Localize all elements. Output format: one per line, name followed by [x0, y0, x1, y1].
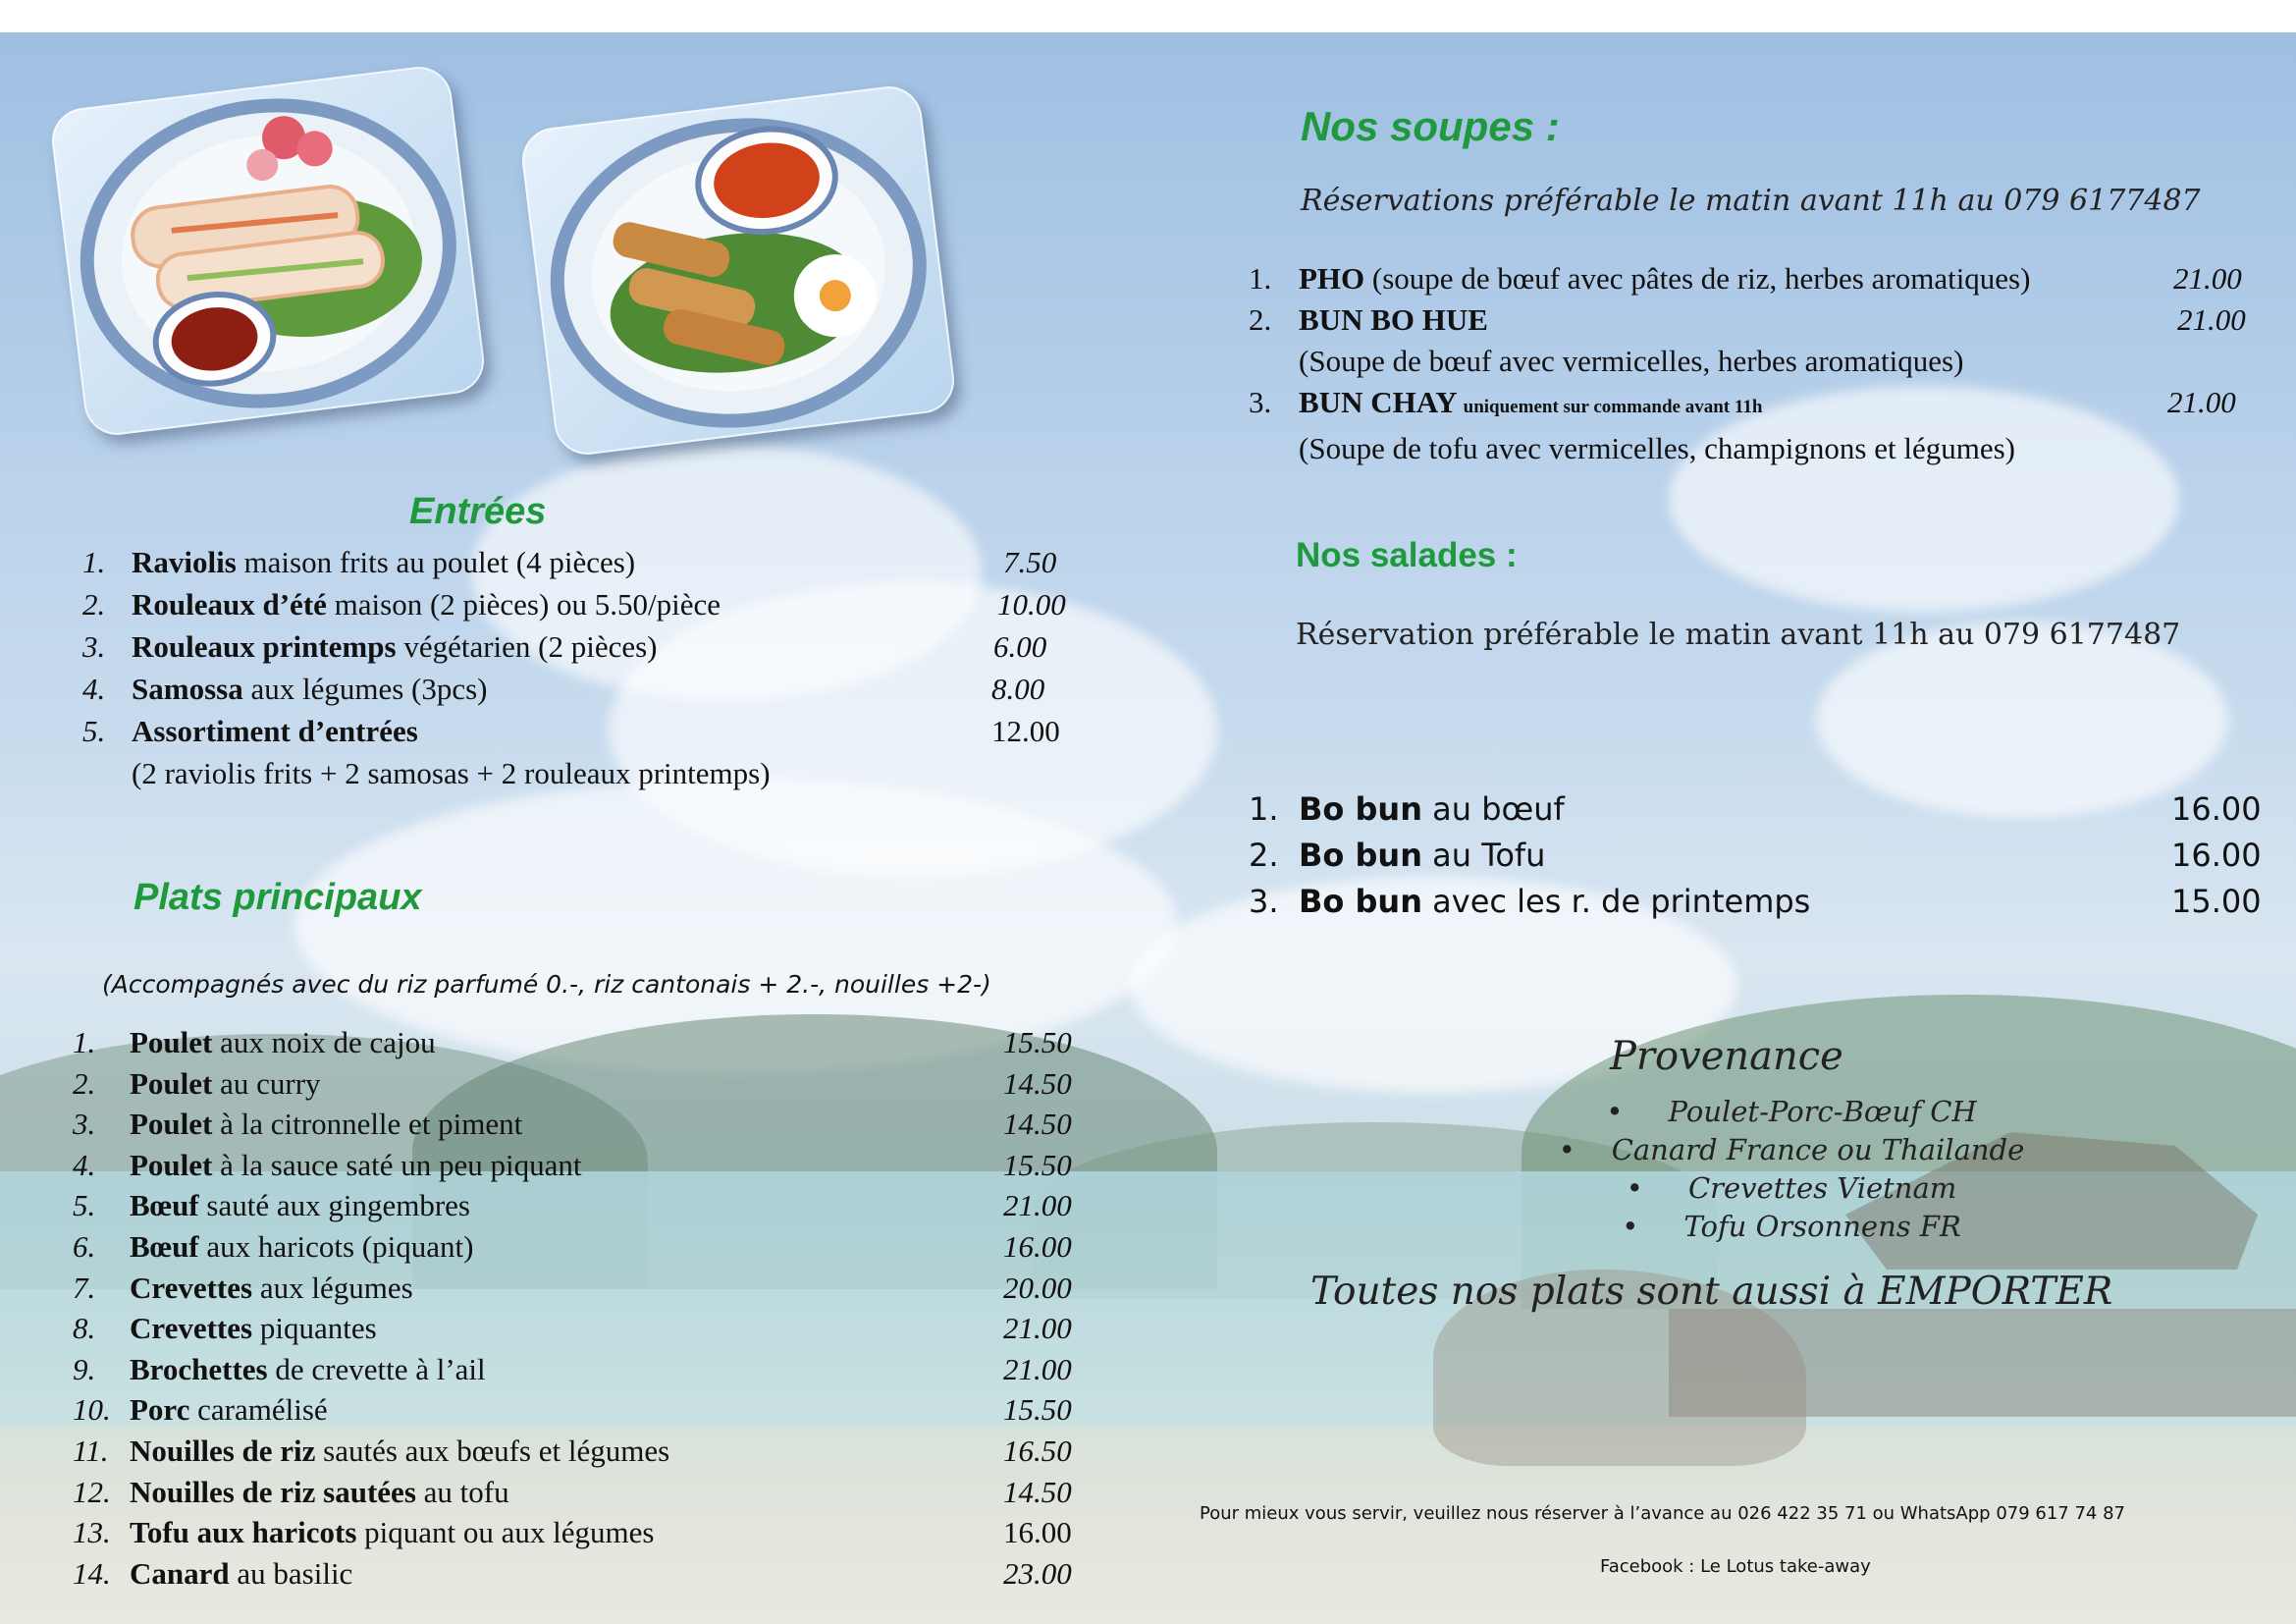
item-description: au tofu	[415, 1474, 509, 1509]
item-number: 9.	[73, 1351, 96, 1386]
assortment-detail-text: (2 raviolis frits + 2 samosas + 2 rouleaux printemps)	[132, 756, 771, 790]
item-detail	[1249, 428, 2269, 469]
list-item	[1249, 258, 2269, 299]
list-item: • Poulet-Porc-Bœuf CH	[1606, 1095, 1977, 1128]
item-description: au basilic	[229, 1555, 353, 1591]
item-number: 8.	[73, 1311, 96, 1346]
item-price: 16.50	[1003, 1433, 1072, 1468]
list-item: • Canard France ou Thailande	[1558, 1133, 2025, 1166]
item-price: 16.00	[2171, 837, 2262, 874]
plats-note: (Accompagnés avec du riz parfumé 0.-, riz cantonais + 2.-, nouilles +2-)	[102, 970, 991, 999]
list-item	[73, 1022, 1094, 1063]
list-item	[73, 1349, 1094, 1390]
item-name: Rouleaux printemps	[132, 629, 397, 664]
item-price: 8.00	[991, 672, 1045, 706]
item-number: 3.	[73, 1107, 96, 1142]
item-price: 20.00	[1003, 1270, 1072, 1305]
spring-rolls-photo	[518, 82, 958, 458]
list-item	[73, 1553, 1094, 1595]
list-item	[1249, 382, 2269, 428]
item-name: Nouilles de riz sautées	[130, 1474, 416, 1509]
item-price: 16.00	[1003, 1515, 1072, 1550]
item-price: 21.00	[2177, 302, 2246, 337]
item-number: 4.	[82, 672, 106, 706]
list-item	[1249, 299, 2269, 341]
item-number: 10.	[73, 1392, 111, 1428]
list-item	[1249, 833, 2269, 879]
list-item	[73, 1308, 1094, 1349]
list-item	[73, 1185, 1094, 1226]
item-description: au bœuf	[1421, 790, 1565, 828]
item-number: 1.	[73, 1025, 96, 1059]
item-price: 21.00	[1003, 1351, 1072, 1386]
item-price: 21.00	[2173, 261, 2242, 296]
item-name: Porc	[130, 1392, 190, 1428]
item-name: Poulet	[130, 1025, 213, 1059]
item-name: Raviolis	[132, 545, 237, 579]
item-description: aux haricots (piquant)	[198, 1228, 474, 1264]
item-price: 14.50	[1003, 1474, 1072, 1509]
item-description: au curry	[212, 1065, 321, 1101]
item-price: 16.00	[2171, 790, 2262, 828]
item-price: 12.00	[991, 714, 1060, 748]
list-item	[73, 1389, 1094, 1431]
item-price: 21.00	[1003, 1311, 1072, 1346]
item-description: végétarien (2 pièces)	[396, 629, 658, 664]
entrees-list	[82, 541, 1103, 794]
item-price: 6.00	[993, 629, 1047, 664]
item-detail-text: (Soupe de bœuf avec vermicelles, herbes aromatiques)	[1299, 344, 1964, 378]
item-name: Bœuf	[130, 1228, 199, 1264]
item-name: Crevettes	[130, 1270, 253, 1305]
item-price: 21.00	[2167, 385, 2236, 419]
provenance-item: Poulet-Porc-Bœuf CH	[1668, 1095, 1977, 1128]
item-price: 10.00	[997, 587, 1066, 622]
item-description: avec les r. de printemps	[1421, 883, 1811, 920]
item-number: 2.	[1249, 302, 1272, 337]
item-price: 7.50	[1003, 545, 1057, 579]
list-item	[73, 1268, 1094, 1309]
list-item	[1249, 879, 2269, 925]
salades-title: Nos salades :	[1296, 536, 1518, 574]
item-number: 1.	[82, 545, 106, 579]
menu-page	[0, 32, 2296, 1624]
item-name: Bo bun	[1299, 883, 1422, 920]
list-item: • Crevettes Vietnam	[1626, 1171, 1957, 1205]
item-number: 1.	[1249, 790, 1279, 828]
item-description: à la sauce saté un peu piquant	[212, 1147, 582, 1182]
item-detail-text: (Soupe de tofu avec vermicelles, champignons et légumes)	[1299, 431, 2015, 465]
item-name: BUN CHAY	[1299, 385, 1458, 419]
item-name: Samossa	[132, 672, 243, 706]
item-description: de crevette à l’ail	[267, 1351, 486, 1386]
item-number: 12.	[73, 1474, 111, 1509]
item-description: piquant ou aux légumes	[356, 1515, 655, 1550]
provenance-title: Provenance	[1610, 1034, 1843, 1079]
item-number: 7.	[73, 1270, 96, 1305]
item-description: (soupe de bœuf avec pâtes de riz, herbes aromatiques)	[1364, 261, 2031, 296]
provenance-item: Crevettes Vietnam	[1687, 1171, 1957, 1205]
list-item	[82, 541, 1103, 583]
item-number: 11.	[73, 1433, 109, 1468]
list-item	[73, 1226, 1094, 1268]
entrees-title: Entrées	[409, 491, 547, 532]
assortment-detail	[82, 752, 1103, 794]
facebook-footer: Facebook : Le Lotus take-away	[1600, 1556, 1871, 1577]
item-price: 23.00	[1003, 1555, 1072, 1591]
item-name: Bo bun	[1299, 790, 1422, 828]
item-name: Poulet	[130, 1107, 213, 1142]
list-item	[73, 1104, 1094, 1145]
item-name: Crevettes	[130, 1311, 253, 1346]
provenance-list	[1472, 1093, 2110, 1246]
summer-rolls-photo	[48, 63, 488, 438]
item-name: Brochettes	[130, 1351, 268, 1386]
item-number: 14.	[73, 1555, 111, 1591]
soupes-list	[1249, 258, 2269, 469]
contact-footer: Pour mieux vous servir, veuillez nous réserver à l’avance au 026 422 35 71 ou WhatsApp 079 617 74 87	[1200, 1503, 2126, 1524]
item-number: 5.	[82, 714, 106, 748]
item-price: 14.50	[1003, 1065, 1072, 1101]
item-number: 3.	[1249, 883, 1279, 920]
item-description: sauté aux gingembres	[198, 1188, 470, 1223]
item-number: 1.	[1249, 261, 1272, 296]
plats-title: Plats principaux	[133, 877, 422, 918]
item-price: 15.50	[1003, 1392, 1072, 1428]
item-number: 2.	[73, 1065, 96, 1101]
item-description: sautés aux bœufs et légumes	[315, 1433, 670, 1468]
salades-list	[1249, 786, 2269, 925]
item-price: 15.00	[2171, 883, 2262, 920]
summer-rolls-image	[48, 63, 488, 438]
list-item	[82, 710, 1103, 752]
list-item	[73, 1431, 1094, 1472]
item-price: 14.50	[1003, 1107, 1072, 1142]
item-description: à la citronnelle et piment	[212, 1107, 523, 1142]
spring-rolls-image	[518, 82, 958, 458]
list-item	[73, 1512, 1094, 1553]
salades-reservation: Réservation préférable le matin avant 11h au 079 6177487	[1296, 618, 2181, 652]
soupes-reservation: Réservations préférable le matin avant 11h au 079 6177487	[1301, 184, 2201, 218]
item-number: 3.	[1249, 385, 1272, 419]
item-name: Poulet	[130, 1147, 213, 1182]
item-price: 16.00	[1003, 1228, 1072, 1264]
item-name: Rouleaux d’été	[132, 587, 327, 622]
item-number: 3.	[82, 629, 106, 664]
item-detail	[1249, 341, 2269, 382]
item-number: 4.	[73, 1147, 96, 1182]
list-item	[82, 625, 1103, 668]
takeaway-note: Toutes nos plats sont aussi à EMPORTER	[1310, 1270, 2113, 1314]
plats-list	[73, 1022, 1094, 1594]
item-name: Poulet	[130, 1065, 213, 1101]
item-description: aux légumes (3pcs)	[242, 672, 488, 706]
soupes-title: Nos soupes :	[1301, 103, 1560, 149]
item-name: PHO	[1299, 261, 1365, 296]
item-description: aux légumes	[252, 1270, 413, 1305]
item-name: Assortiment d’entrées	[132, 714, 418, 748]
item-price: 21.00	[1003, 1188, 1072, 1223]
item-number: 2.	[1249, 837, 1279, 874]
item-note: uniquement sur commande avant 11h	[1463, 397, 1763, 417]
provenance-item: Canard France ou Thailande	[1611, 1133, 2025, 1166]
list-item	[73, 1145, 1094, 1186]
item-description: au Tofu	[1421, 837, 1546, 874]
item-description: maison (2 pièces) ou 5.50/pièce	[326, 587, 721, 622]
item-name: Tofu aux haricots	[130, 1515, 357, 1550]
item-description: caramélisé	[189, 1392, 328, 1428]
item-description: aux noix de cajou	[212, 1025, 436, 1059]
item-number: 13.	[73, 1515, 111, 1550]
list-item	[82, 583, 1103, 625]
item-name: Bœuf	[130, 1188, 199, 1223]
item-price: 15.50	[1003, 1147, 1072, 1182]
item-number: 5.	[73, 1188, 96, 1223]
item-name: BUN BO HUE	[1299, 302, 1488, 337]
item-description: piquantes	[252, 1311, 377, 1346]
item-description: maison frits au poulet (4 pièces)	[236, 545, 636, 579]
item-name: Nouilles de riz	[130, 1433, 316, 1468]
list-item	[82, 668, 1103, 710]
list-item	[73, 1063, 1094, 1105]
list-item	[73, 1472, 1094, 1513]
item-number: 6.	[73, 1228, 96, 1264]
list-item: • Tofu Orsonnens FR	[1622, 1210, 1961, 1243]
list-item	[1249, 786, 2269, 833]
item-name: Canard	[130, 1555, 230, 1591]
item-price: 15.50	[1003, 1025, 1072, 1059]
item-number: 2.	[82, 587, 106, 622]
item-name: Bo bun	[1299, 837, 1422, 874]
provenance-item: Tofu Orsonnens FR	[1683, 1210, 1961, 1243]
